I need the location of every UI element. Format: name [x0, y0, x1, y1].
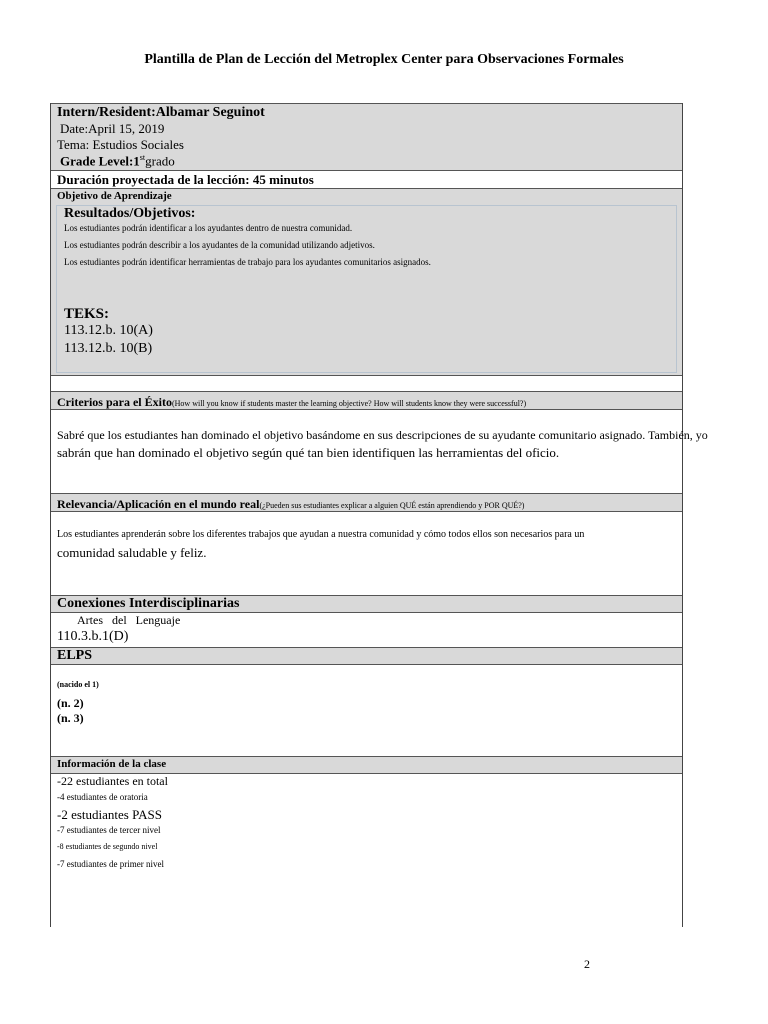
- grade-level: [60, 153, 175, 169]
- interdisciplinary-heading: Conexiones Interdisciplinarias: [57, 596, 240, 611]
- class-info-item: -22 estudiantes en total: [57, 774, 168, 788]
- class-info-header: [51, 756, 682, 774]
- objective-item: Los estudiantes podrán identificar herramientas de trabajo para los ayudantes comunitarios asignados.: [64, 257, 431, 267]
- lesson-subject: Tema: Estudios Sociales: [57, 137, 184, 152]
- grade-level-suffix: grado: [145, 153, 175, 169]
- document-title: Plantilla de Plan de Lección del Metroplex Center para Observaciones Formales: [144, 52, 624, 67]
- duration-row: [51, 170, 682, 188]
- relevance-heading-line: [57, 495, 524, 513]
- teks-heading: TEKS:: [64, 306, 110, 322]
- lesson-date: Date:April 15, 2019: [60, 121, 165, 136]
- elps-heading: ELPS: [57, 648, 93, 663]
- grade-level-sup: st: [139, 153, 146, 162]
- lesson-plan-table: [50, 103, 708, 927]
- relevance-subheading: (¿Pueden sus estudiantes explicar a alguien QUÉ están aprendiendo y POR QUÉ?): [259, 501, 525, 510]
- interdisciplinary-header: [51, 595, 682, 613]
- elps-item: (n. 2): [57, 696, 84, 710]
- grade-level-label: Grade Level:1: [60, 153, 140, 169]
- relevance-heading: Relevancia/Aplicación en el mundo real: [57, 497, 260, 511]
- class-info-item: -2 estudiantes PASS: [57, 807, 162, 822]
- objective-item: Los estudiantes podrán describir a los ayudantes de la comunidad utilizando adjetivos.: [64, 240, 375, 250]
- success-heading-line: [57, 393, 526, 411]
- lesson-duration: Duración proyectada de la lección: 45 minutos: [57, 172, 314, 187]
- interdisciplinary-subject: Artes del Lenguaje: [77, 613, 181, 627]
- relevance-text: Los estudiantes aprenderán sobre los diferentes trabajos que ayudan a nuestra comunidad y cómo todos ellos son necesarios para un: [57, 529, 585, 540]
- class-info-item: -7 estudiantes de tercer nivel: [57, 825, 161, 835]
- elps-header: [51, 647, 682, 665]
- success-heading: Criterios para el Éxito: [57, 395, 172, 409]
- intern-name: Intern/Resident:Albamar Seguinot: [57, 105, 265, 120]
- class-info-item: -7 estudiantes de primer nivel: [57, 859, 164, 869]
- objective-inner-box: [56, 205, 677, 373]
- interdisciplinary-code: 110.3.b.1(D): [57, 629, 129, 644]
- objective-item: Los estudiantes podrán identificar a los ayudantes dentro de nuestra comunidad.: [64, 223, 353, 233]
- relevance-header: [51, 493, 682, 512]
- header-section: [51, 103, 682, 170]
- page-number: 2: [584, 957, 590, 971]
- results-heading: Resultados/Objetivos:: [64, 206, 196, 221]
- success-subheading: (How will you know if students master the learning objective? How will students know they were successful?): [171, 399, 527, 408]
- success-header: [51, 391, 682, 410]
- elps-item: (nacido el 1): [57, 680, 99, 689]
- objective-heading: Objetivo de Aprendizaje: [57, 190, 172, 202]
- relevance-text: comunidad saludable y feliz.: [57, 545, 207, 560]
- success-text: Sabré que los estudiantes han dominado el objetivo basándome en sus descripciones de su ayudante comunitario asignado. También, yo: [57, 428, 708, 442]
- teks-item: 113.12.b. 10(A): [64, 323, 153, 338]
- success-text: sabrán que han dominado el objetivo según qué tan bien identifiquen las herramientas del oficio.: [57, 445, 560, 460]
- elps-item: (n. 3): [57, 711, 84, 725]
- class-info-heading: Información de la clase: [57, 758, 167, 770]
- teks-item: 113.12.b. 10(B): [64, 341, 153, 356]
- class-info-item: -4 estudiantes de oratoria: [57, 792, 148, 802]
- class-info-item: -8 estudiantes de segundo nivel: [57, 842, 158, 851]
